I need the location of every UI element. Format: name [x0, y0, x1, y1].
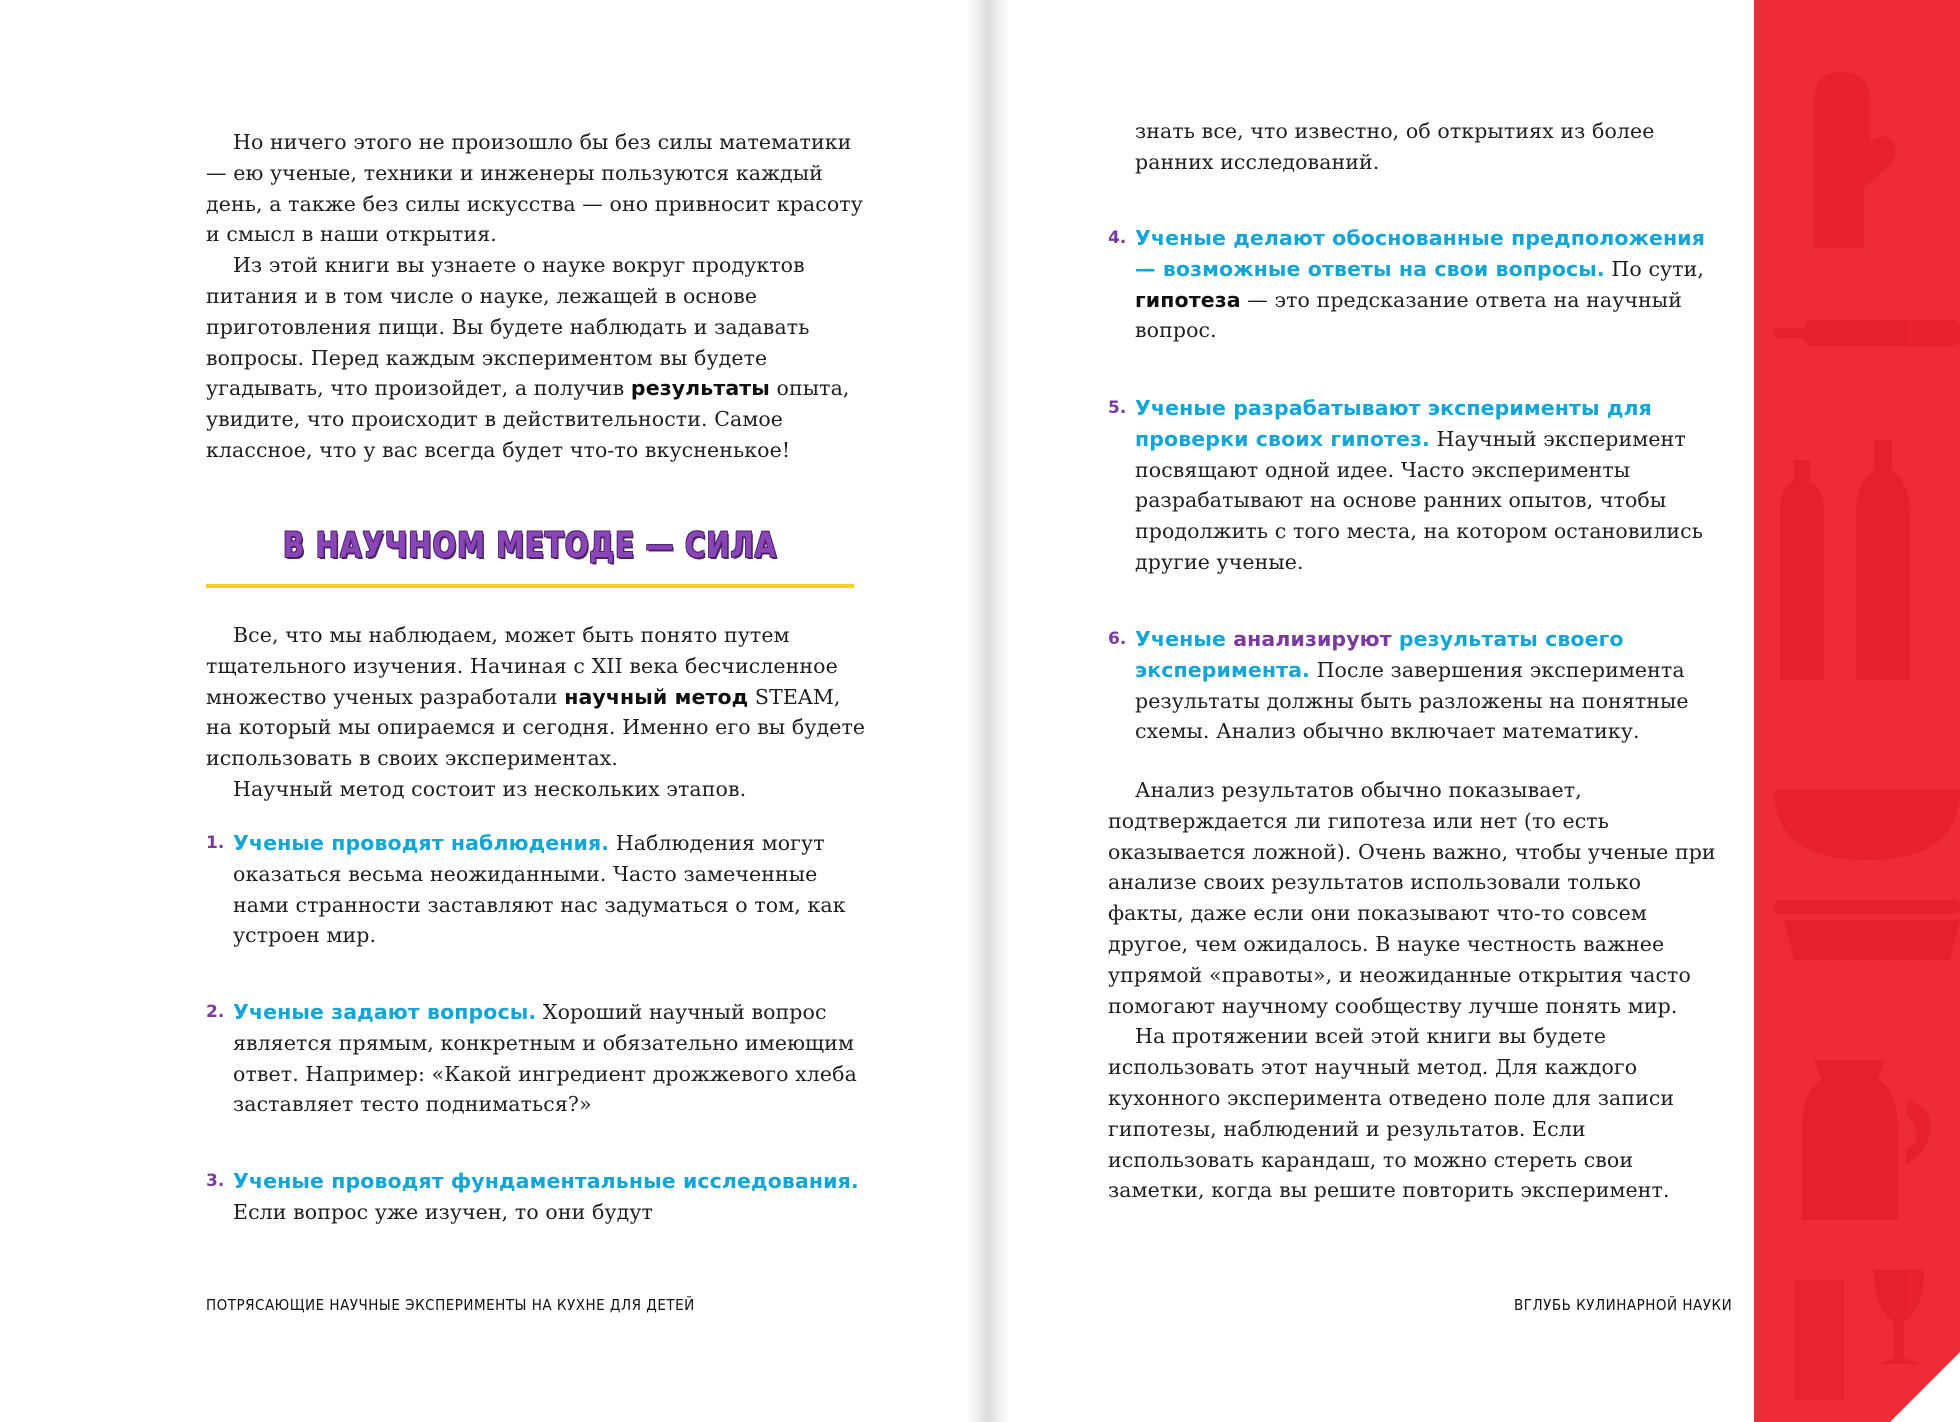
- step-number: 5.: [1108, 398, 1127, 418]
- results-keyword: результаты: [630, 376, 770, 401]
- step-title: Ученые проводят наблюдения.: [233, 831, 610, 855]
- step-number: 3.: [206, 1171, 225, 1191]
- method-text: [206, 620, 866, 805]
- step-title: Ученые задают вопросы.: [233, 1000, 537, 1024]
- step-3: [206, 1166, 866, 1228]
- intro-text: [206, 127, 866, 466]
- step-text: После завершения эксперимента результаты должны быть разложены на понятные схемы. Анализ обычно включает математику.: [1135, 657, 1689, 744]
- analysis-paragraph: Анализ результатов обычно показывает, подтверждается ли гипотеза или нет (то есть оказывается ложной). Очень важно, чтобы ученые при анализе своих результатов использовали только факты, даже если они показывают что-то совсем другое, чем ожидалось. В науке честность важнее упрямой «правоты», и неожиданные открытия часто помогают научному сообществу лучше понять мир.: [1108, 778, 1716, 1018]
- step-title: Ученые проводят фундаментальные исследования.: [233, 1169, 859, 1193]
- section-heading: В НАУЧНОМ МЕТОДЕ — СИЛА: [282, 526, 778, 566]
- hypothesis-keyword: гипотеза: [1135, 287, 1241, 312]
- method-paragraph-2: Научный метод состоит из нескольких этапов.: [233, 776, 747, 801]
- step-6: 6. Ученые анализируют результаты своего эксперимента. После завершения эксперимента результаты должны быть разложены на понятные схемы. Анализ обычно включает математику.: [1108, 624, 1718, 747]
- step-5: [1108, 393, 1718, 578]
- step-1: [206, 828, 866, 951]
- closing-text: [1108, 775, 1718, 1206]
- continued-text: знать все, что известно, об открытиях из более ранних исследований.: [1135, 119, 1655, 174]
- step-text: Научный эксперимент посвящают одной идее. Часто эксперименты разрабатывают на основе ранних опытов, чтобы продолжить с того места, на котором остановились другие ученые.: [1135, 426, 1703, 574]
- page-corner-fold: [1890, 1352, 1960, 1422]
- step-title: Ученые разрабатывают эксперименты для проверки своих гипотез.: [1135, 396, 1652, 451]
- step-number: 4.: [1108, 228, 1127, 248]
- left-footer: ПОТРЯСАЮЩИЕ НАУЧНЫЕ ЭКСПЕРИМЕНТЫ НА КУХНЕ ДЛЯ ДЕТЕЙ: [206, 1296, 695, 1314]
- step-number: 1.: [206, 833, 225, 853]
- step-number: 2.: [206, 1002, 225, 1022]
- step-title: Ученые делают обоснованные предположения — возможные ответы на свои вопросы.: [1135, 226, 1706, 281]
- kitchen-silhouettes-icon: [1754, 0, 1960, 1422]
- step-text: Наблюдения могут оказаться весьма неожиданными. Часто замеченные нами странности заставляют нас задуматься о том, как устроен мир.: [233, 831, 846, 948]
- analyze-keyword: анализируют: [1233, 627, 1392, 651]
- book-method-paragraph: На протяжении всей этой книги вы будете использовать этот научный метод. Для каждого кухонного эксперимента отведено поле для записи гипотезы, наблюдений и результатов. Если использовать карандаш, то можно стереть свои заметки, когда вы решите повторить эксперимент.: [1108, 1024, 1675, 1203]
- step-text: Если вопрос уже изучен, то они будут: [233, 1199, 653, 1224]
- intro-paragraph-2: Из этой книги вы узнаете о науке вокруг продуктов питания и в том числе о науке, лежащей в основе приготовления пищи. Вы будете наблюдать и задавать вопросы. Перед каждым экспериментом вы будете угадывать, что произойдет, а получив результаты опыта, увидите, что происходит в действительности. Самое классное, что у вас всегда будет что-то вкусненькое!: [206, 253, 850, 462]
- step-4: 4. Ученые делают обоснованные предположения — возможные ответы на свои вопросы. По сути, гипотеза — это предсказание ответа на научный вопрос.: [1108, 223, 1718, 346]
- book-spine: [966, 0, 1010, 1422]
- step-text: Хороший научный вопрос является прямым, конкретным и обязательно имеющим ответ. Например: «Какой ингредиент дрожжевого хлеба заставляет тесто подниматься?»: [233, 1000, 857, 1117]
- heading-underline: [206, 584, 854, 588]
- method-paragraph-1: Все, что мы наблюдаем, может быть понято путем тщательного изучения. Начиная с XII века бесчисленное множество ученых разработали научный метод STEAM, на который мы опираемся и сегодня. Именно его вы будете использовать в своих экспериментах.: [206, 623, 866, 771]
- step-3-continued: [1108, 116, 1718, 178]
- step-2: [206, 997, 866, 1120]
- right-footer: ВГЛУБЬ КУЛИНАРНОЙ НАУКИ: [1514, 1296, 1733, 1314]
- step-number: 6.: [1108, 629, 1127, 649]
- decorative-red-band: [1754, 0, 1960, 1422]
- intro-paragraph-1: Но ничего этого не произошло бы без силы математики — ею ученые, техники и инженеры пользуются каждый день, а также без силы искусства — оно привносит красоту и смысл в наши открытия.: [206, 130, 863, 247]
- scientific-method-keyword: научный метод: [564, 684, 749, 709]
